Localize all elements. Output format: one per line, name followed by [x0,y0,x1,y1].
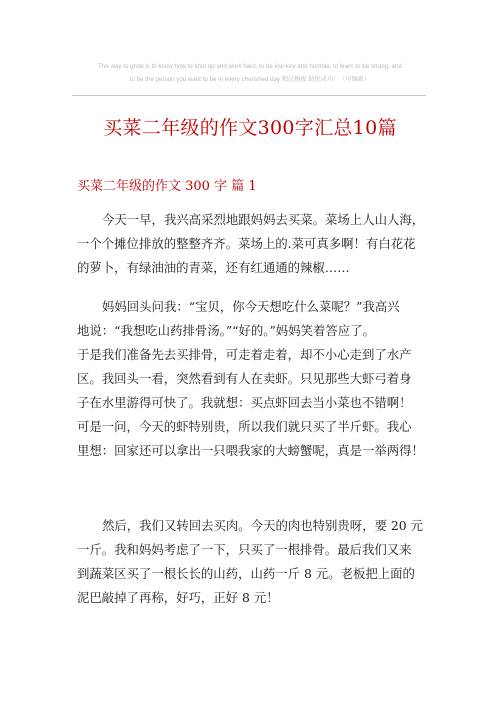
paragraph-line: 于是我们准备先去买排骨，可走着走着，却不小心走到了水产 [77,347,412,362]
paragraph-line: 地说：“我想吃山药排骨汤。”“好的。”妈妈笑着答应了。 [77,323,375,338]
paragraph-line: 区。我回头一看，突然看到有人在卖虾。只见那些大虾弓着身 [77,371,412,386]
paragraph-line: 一斤。我和妈妈考虑了一下，只买了一根排骨。最后我们又来 [77,542,412,557]
paragraph-line: 妈妈回头问我：“宝贝，你今天想吃什么菜呢？”我高兴 [102,299,400,314]
paragraph-line: 里想：回家还可以拿出一只喂我家的大螃蟹呢，真是一举两得！ [77,443,424,458]
section-title: 买菜二年级的作文 300 字 篇 1 [77,179,257,194]
paragraph-1 [77,208,427,280]
paragraph-line: 今天一早，我兴高采烈地跟妈妈去买菜。菜场上人山人海， [102,212,425,227]
paragraph-3 [77,514,427,610]
paragraph-line: 子在水里游得可快了。我就想：买点虾回去当小菜也不错啊！ [77,395,412,410]
paragraph-2 [77,295,427,463]
document-title: 买菜二年级的作文300字汇总10篇 [103,117,397,139]
paragraph-line: 泥巴敲掉了再称，好巧，正好 8 元！ [77,590,279,605]
paragraph-line: 的萝卜，有绿油油的青菜，还有红通通的辣椒…… [77,260,350,275]
paragraph-line: 然后，我们又转回去买肉。今天的肉也特别贵呀，要 20 元 [102,518,424,533]
header-divider [72,95,426,96]
paragraph-line: 到蔬菜区买了一根长长的山药，山药一斤 8 元。老板把上面的 [77,566,415,581]
header-motto-line-2: to be the person you want to be in every cherished day 精品模板 助您成功！（可编辑） [129,76,371,83]
header-motto [60,60,440,86]
paragraph-line: 可是一问，今天的虾特别贵，所以我们就只买了半斤虾。我心 [77,419,412,434]
header-motto-line-1: The way to grow is to know how to shut up and work hard, to be low-key and humble, to learn to be strong, and [98,63,402,70]
paragraph-line: 一个个摊位排放的整整齐齐。菜场上的.菜可真多啊！有白花花 [77,236,416,251]
